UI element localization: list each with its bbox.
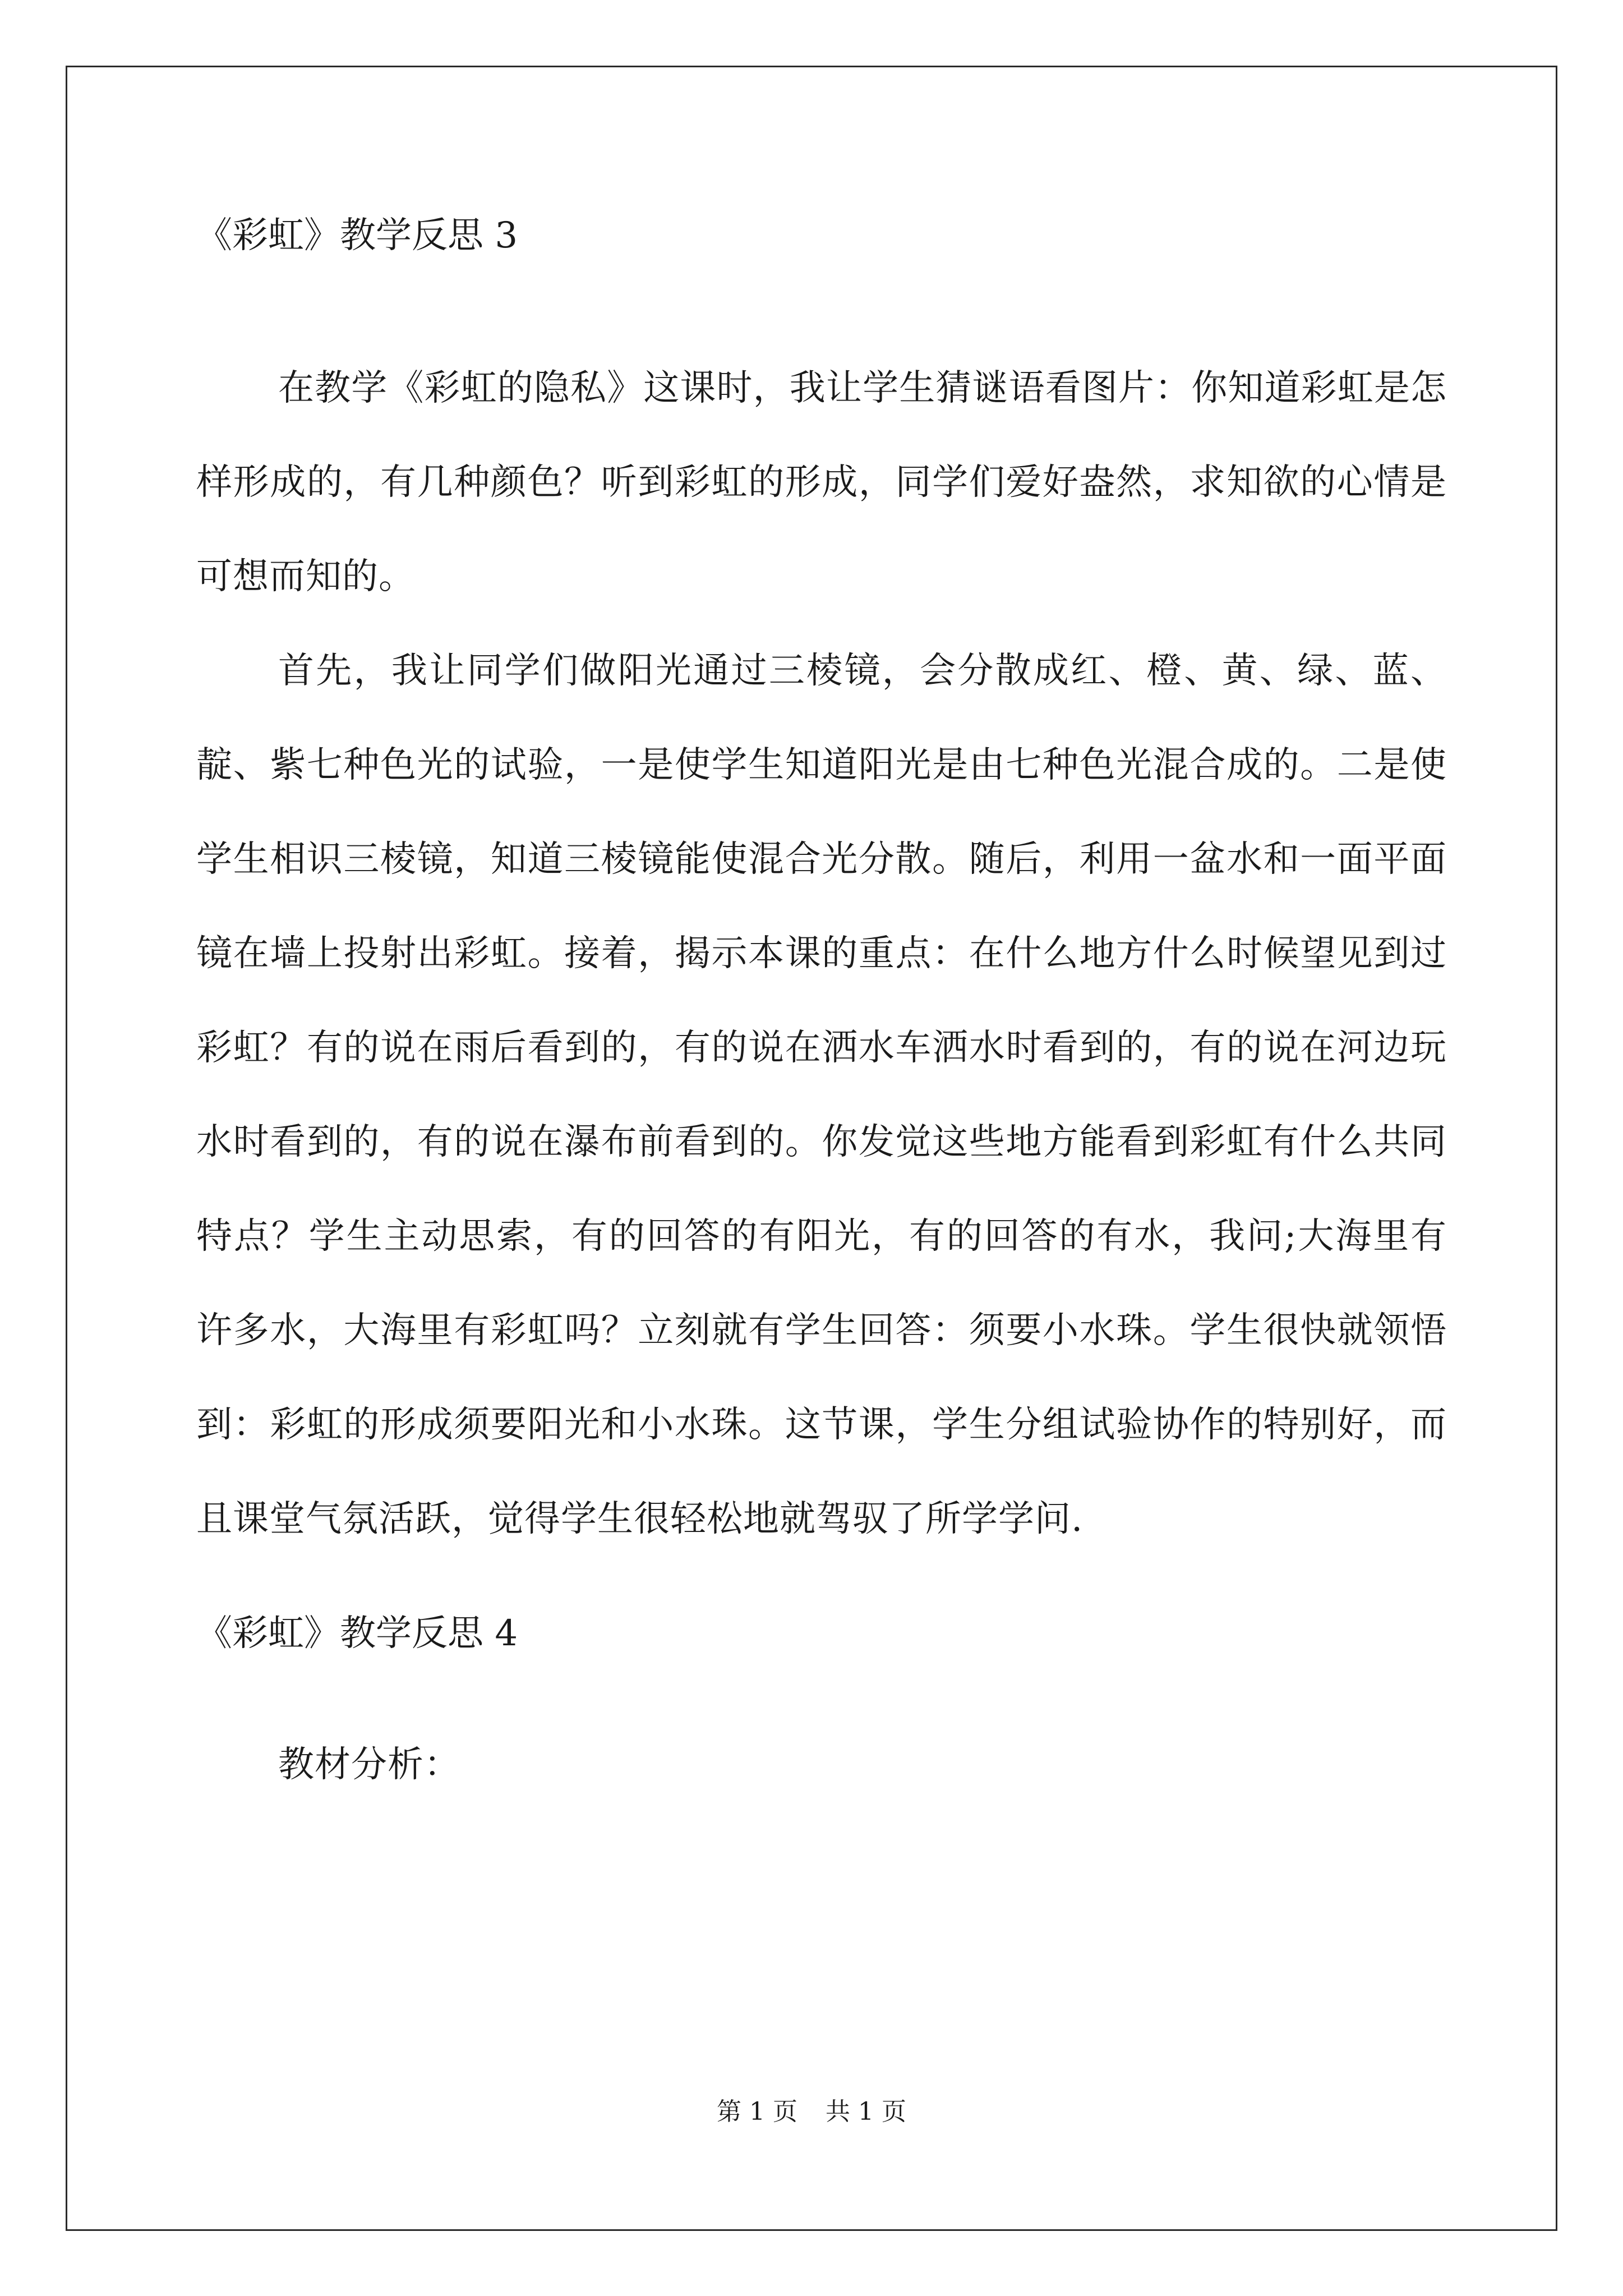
page-total: 共 1 页 (826, 2097, 906, 2126)
paragraph-textbook-analysis: 教材分析： (278, 1744, 460, 1786)
paragraph-intro: 在教学《彩虹的隐私》这课时，我让学生猜谜语看图片：你知道彩虹是怎样形成的，有几种颜色？听到彩虹的形成，同学们爱好盎然，求知欲的心情是可想而知的。 (196, 367, 1447, 597)
page-number: 第 1 页 (717, 2097, 797, 2126)
document-body (196, 208, 1447, 1812)
section-heading-4: 《彩虹》教学反思 4 (196, 1613, 518, 1654)
section-heading-3: 《彩虹》教学反思 3 (196, 215, 518, 256)
page-footer (0, 2095, 1623, 2129)
paragraph-experiment: 首先，我让同学们做阳光通过三棱镜，会分散成红、橙、黄、绿、蓝、靛、紫七种色光的试验，一是使学生知道阳光是由七种色光混合成的。二是使学生相识三棱镜，知道三棱镜能使混合光分散。随后，利用一盆水和一面平面镜在墙上投射出彩虹。接着，揭示本课的重点：在什么地方什么时候望见到过彩虹？有的说在雨后看到的，有的说在洒水车洒水时看到的，有的说在河边玩水时看到的，有的说在瀑布前看到的。你发觉这些地方能看到彩虹有什么共同特点？学生主动思索，有的回答的有阳光，有的回答的有水，我问;大海里有许多水，大海里有彩虹吗？立刻就有学生回答：须要小水珠。学生很快就领悟到：彩虹的形成须要阳光和小水珠。这节课，学生分组试验协作的特别好，而且课堂气氛活跃，觉得学生很轻松地就驾驭了所学学问. (196, 650, 1447, 1540)
